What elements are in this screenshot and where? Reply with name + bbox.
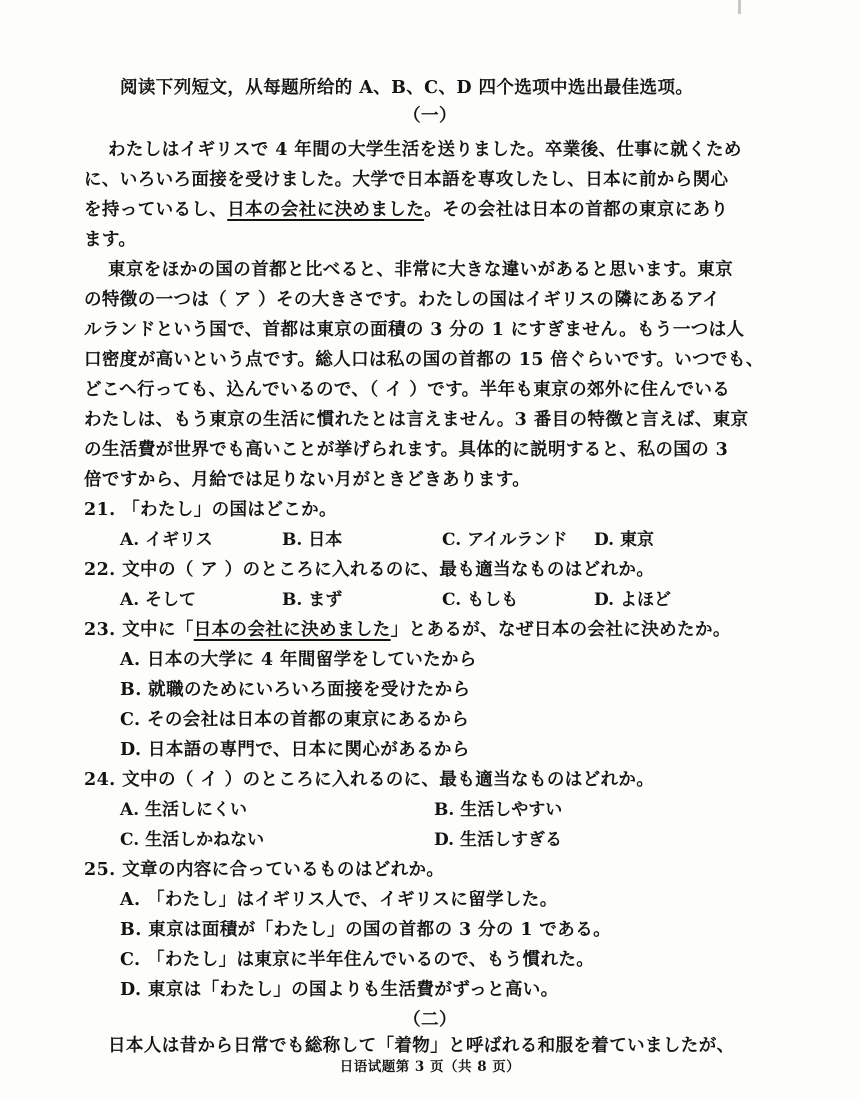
para2-line7: の生活費が世界でも高いことが挙げられます。具体的に説明すると、私の国の 3: [84, 440, 729, 460]
q25-option-c: C. 「わたし」は東京に半年住んでいるので、もう慣れた。: [120, 950, 595, 970]
q22-option-d: D. よほど: [594, 590, 671, 610]
q24-option-d: D. 生活しすぎる: [434, 830, 562, 850]
instruction-text: 阅读下列短文，从每题所给的 A、B、C、D 四个选项中选出最佳选项。: [120, 78, 694, 98]
q24-option-a: A. 生活しにくい: [120, 800, 248, 820]
question-24-stem: 24. 文中の（ イ ）のところに入れるのに、最も適当なものはどれか。: [84, 770, 655, 790]
q21-option-a: A. イギリス: [120, 530, 213, 550]
para1-line3-pre: を持っているし、: [84, 200, 228, 220]
para3-line1: 日本人は昔から日常でも総称して「着物」と呼ばれる和服を着ていましたが、: [108, 1036, 735, 1056]
q25-option-b: B. 東京は面積が「わたし」の国の首都の 3 分の 1 である。: [120, 920, 611, 940]
q23-option-b: B. 就職のためにいろいろ面接を受けたから: [120, 680, 471, 700]
q22-option-a: A. そして: [120, 590, 197, 610]
para1-line3-post: 。その会社は日本の首都の東京にあり: [424, 200, 729, 220]
q23-option-d: D. 日本語の専門で、日本に関心があるから: [120, 740, 470, 760]
section-title-1: （一）: [403, 106, 457, 126]
page-footer: 日语试题第 3 页（共 8 页）: [339, 1059, 521, 1075]
para1-line3: [84, 196, 760, 224]
question-23-stem: [84, 616, 760, 644]
para2-line1: 東京をほかの国の首都と比べると、非常に大きな違いがあると思います。東京: [108, 260, 734, 280]
q23-option-c: C. その会社は日本の首都の東京にあるから: [120, 710, 470, 730]
q23-stem-pre: 23. 文中に「: [84, 620, 194, 640]
q21-option-b: B. 日本: [282, 530, 343, 550]
q21-option-d: D. 東京: [594, 530, 654, 550]
q25-option-d: D. 東京は「わたし」の国よりも生活費がずっと高い。: [120, 980, 559, 1000]
question-21-stem: 21. 「わたし」の国はどこか。: [84, 500, 337, 520]
q23-stem-post: 」とあるが、なぜ日本の会社に決めたか。: [390, 620, 731, 640]
para1-line2: に、いろいろ面接を受けました。大学で日本語を専攻したし、日本に前から関心: [84, 170, 729, 190]
q21-option-c: C. アイルランド: [442, 530, 568, 550]
para2-line2: の特徴の一つは（ ア ）その大きさです。わたしの国はイギリスの隣にあるアイ: [84, 290, 721, 310]
q22-option-b: B. まず: [282, 590, 343, 610]
para2-line4: 口密度が高いという点です。総人口は私の国の首都の 15 倍ぐらいです。いつでも、: [84, 350, 764, 370]
q22-option-c: C. もしも: [442, 590, 519, 610]
question-25-stem: 25. 文章の内容に合っているものはどれか。: [84, 860, 445, 880]
para2-line8: 倍ですから、月給では足りない月がときどきあります。: [84, 470, 531, 490]
para2-line5: どこへ行っても、込んでいるので、（ イ ）です。半年も東京の郊外に住んでいる: [84, 380, 731, 400]
q25-option-a: A. 「わたし」はイギリス人で、イギリスに留学した。: [120, 890, 558, 910]
para2-line3: ルランドという国で、首都は東京の面積の 3 分の 1 にすぎません。もう一つは人: [84, 320, 745, 340]
q24-option-c: C. 生活しかねない: [120, 830, 265, 850]
q24-option-b: B. 生活しやすい: [434, 800, 563, 820]
q23-underlined-phrase: 日本の会社に決めました: [193, 620, 391, 640]
para2-line6: わたしは、もう東京の生活に慣れたとは言えません。3 番目の特徴と言えば、東京: [84, 410, 749, 430]
q23-option-a: A. 日本の大学に 4 年間留学をしていたから: [120, 650, 477, 670]
section-title-2: （二）: [403, 1010, 457, 1030]
para1-line4: ます。: [84, 230, 137, 250]
question-22-stem: 22. 文中の（ ア ）のところに入れるのに、最も適当なものはどれか。: [84, 560, 655, 580]
underlined-phrase: 日本の会社に決めました: [227, 200, 425, 220]
para1-line1: わたしはイギリスで 4 年間の大学生活を送りました。卒業後、仕事に就くため: [108, 140, 742, 160]
scan-edge-mark: [738, 0, 741, 14]
